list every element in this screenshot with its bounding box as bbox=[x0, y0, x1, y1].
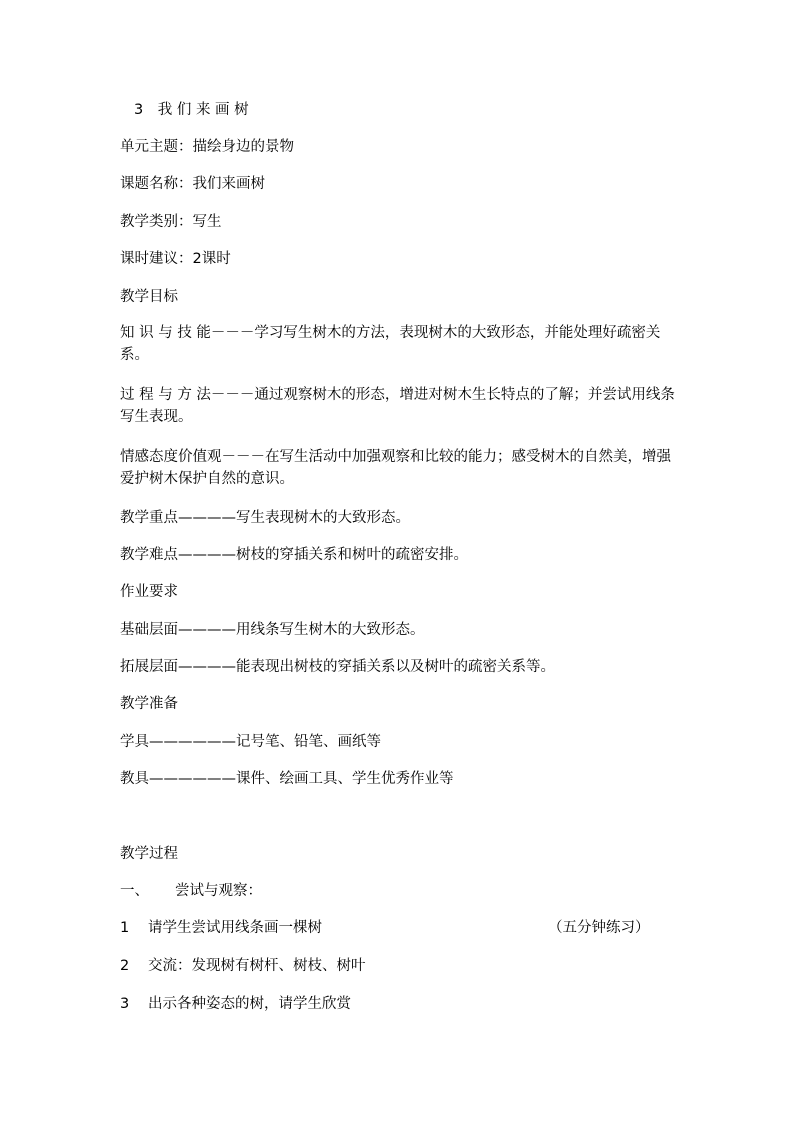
prep-student: 学具——————记号笔、铅笔、画纸等 bbox=[120, 734, 381, 750]
homework-basic: 基础层面————用线条写生树木的大致形态。 bbox=[120, 622, 425, 638]
item-1-text: 请学生尝试用线条画一棵树 bbox=[148, 920, 322, 936]
goal-emotion: 情感态度价值观－－－在写生活动中加强观察和比较的能力；感受树木的自然美，增强爱护树木保护自然的意识。 bbox=[120, 449, 671, 487]
step-1-text: 尝试与观察： bbox=[175, 883, 262, 899]
list-item bbox=[120, 956, 366, 976]
homework-heading: 作业要求 bbox=[120, 584, 178, 600]
list-item bbox=[120, 918, 680, 938]
homework-extended: 拓展层面————能表现出树枝的穿插关系以及树叶的疏密关系等。 bbox=[120, 659, 555, 675]
item-2-text: 交流：发现树有树杆、树枝、树叶 bbox=[148, 958, 366, 974]
step-1-number: 一、 bbox=[120, 883, 149, 899]
goals-heading: 教学目标 bbox=[120, 289, 178, 305]
step-1 bbox=[120, 881, 262, 901]
item-1-number: 1 bbox=[120, 920, 130, 936]
lesson-title: 3 我 们 来 画 树 bbox=[134, 102, 249, 118]
key-point: 教学重点————写生表现树木的大致形态。 bbox=[120, 510, 410, 526]
goal-process: 过 程 与 方 法－－－通过观察树木的形态，增进对树木生长特点的了解；并尝试用线条写生表现。 bbox=[120, 387, 675, 425]
unit-theme: 单元主题：描绘身边的景物 bbox=[120, 139, 294, 155]
lesson-category: 教学类别：写生 bbox=[120, 214, 222, 230]
item-3-number: 3 bbox=[120, 996, 130, 1012]
lesson-name: 课题名称：我们来画树 bbox=[120, 176, 265, 192]
list-item bbox=[120, 994, 351, 1014]
goal-knowledge: 知 识 与 技 能－－－学习写生树木的方法，表现树木的大致形态，并能处理好疏密关系。 bbox=[120, 325, 661, 363]
item-3-text: 出示各种姿态的树，请学生欣赏 bbox=[148, 996, 351, 1012]
prep-teacher: 教具——————课件、绘画工具、学生优秀作业等 bbox=[120, 771, 454, 787]
process-heading: 教学过程 bbox=[120, 846, 178, 862]
prep-heading: 教学准备 bbox=[120, 696, 178, 712]
lesson-hours: 课时建议：2课时 bbox=[120, 251, 231, 267]
difficulty: 教学难点————树枝的穿插关系和树叶的疏密安排。 bbox=[120, 547, 468, 563]
item-2-number: 2 bbox=[120, 958, 130, 974]
item-1-note: （五分钟练习） bbox=[548, 920, 650, 936]
